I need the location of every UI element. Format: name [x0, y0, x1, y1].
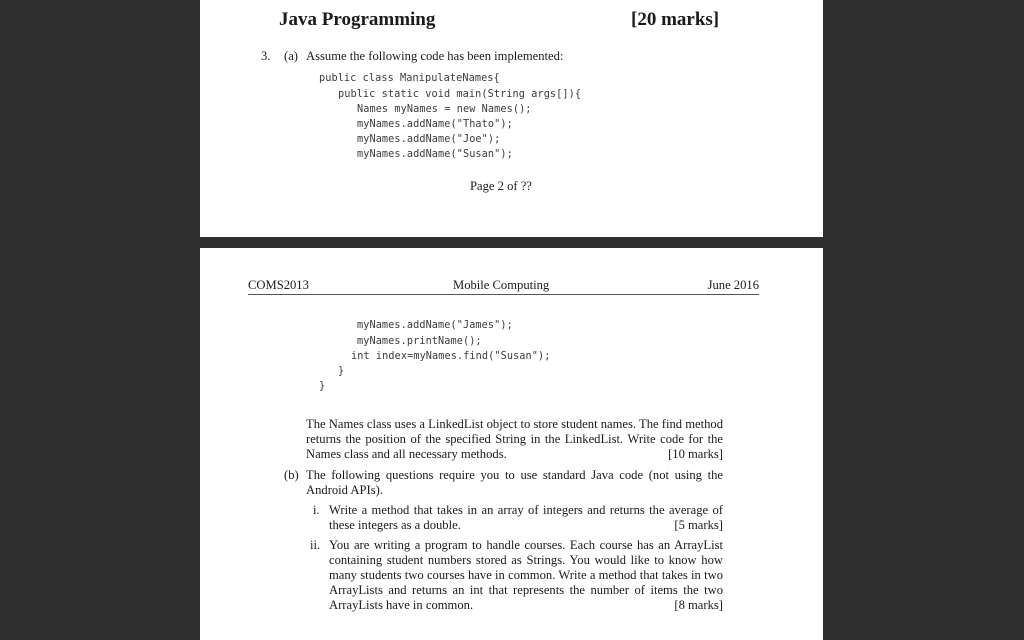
code-line: Names myNames = new Names(); — [357, 104, 532, 115]
part-a-label: (a) — [284, 49, 298, 63]
question-number: 3. — [261, 49, 271, 63]
sub-i-label: i. — [313, 503, 320, 517]
part-a-paragraph — [306, 417, 723, 462]
header-date: June 2016 — [707, 278, 759, 292]
section-title: Java Programming — [279, 9, 436, 30]
code-line: myNames.addName("Susan"); — [357, 149, 513, 160]
header-rule — [248, 294, 759, 295]
code-line: int index=myNames.find("Susan"); — [351, 351, 551, 362]
code-line: public class ManipulateNames{ — [319, 73, 500, 84]
header-course-code: COMS2013 — [248, 278, 309, 292]
sub-i-text: Write a method that takes in an array of integers and returns the average of these integers as a double. — [329, 503, 723, 532]
part-a-marks: [10 marks] — [668, 447, 723, 461]
sub-ii-marks: [8 marks] — [674, 598, 723, 612]
document-page-1 — [200, 0, 823, 237]
code-line: myNames.addName("Joe"); — [357, 134, 501, 145]
code-line: myNames.addName("Thato"); — [357, 119, 513, 130]
code-line: myNames.printName(); — [357, 336, 482, 347]
code-line: } — [319, 381, 326, 392]
part-a-text: The Names class uses a LinkedList object to store student names. The find method returns the position of the specified String in the LinkedList. Write code for the Names class and all necessary methods. — [306, 417, 723, 461]
code-line: } — [338, 366, 345, 377]
sub-ii-paragraph — [329, 538, 723, 613]
code-line: public static void main(String args[]){ — [338, 89, 582, 100]
sub-ii-label: ii. — [310, 538, 321, 552]
sub-i-marks: [5 marks] — [674, 518, 723, 532]
sub-ii-text: You are writing a program to handle courses. Each course has an ArrayList containing student numbers stored as Strings. You would like to know how many students two courses have in common. Write a method that takes in two ArrayLists and returns an int that represents the number of items the two ArrayLists have in common. — [329, 538, 723, 612]
part-b-label: (b) — [284, 468, 299, 482]
part-b-text: The following questions require you to use standard Java code (not using the Android APIs). — [306, 468, 723, 497]
code-line: myNames.addName("James"); — [357, 320, 513, 331]
part-a-intro: Assume the following code has been implemented: — [306, 49, 564, 63]
section-marks: [20 marks] — [631, 9, 720, 30]
document-page-2 — [200, 248, 823, 640]
header-course-name: Mobile Computing — [453, 278, 550, 292]
page-footer: Page 2 of ?? — [470, 179, 532, 193]
sub-i-paragraph — [329, 503, 723, 533]
